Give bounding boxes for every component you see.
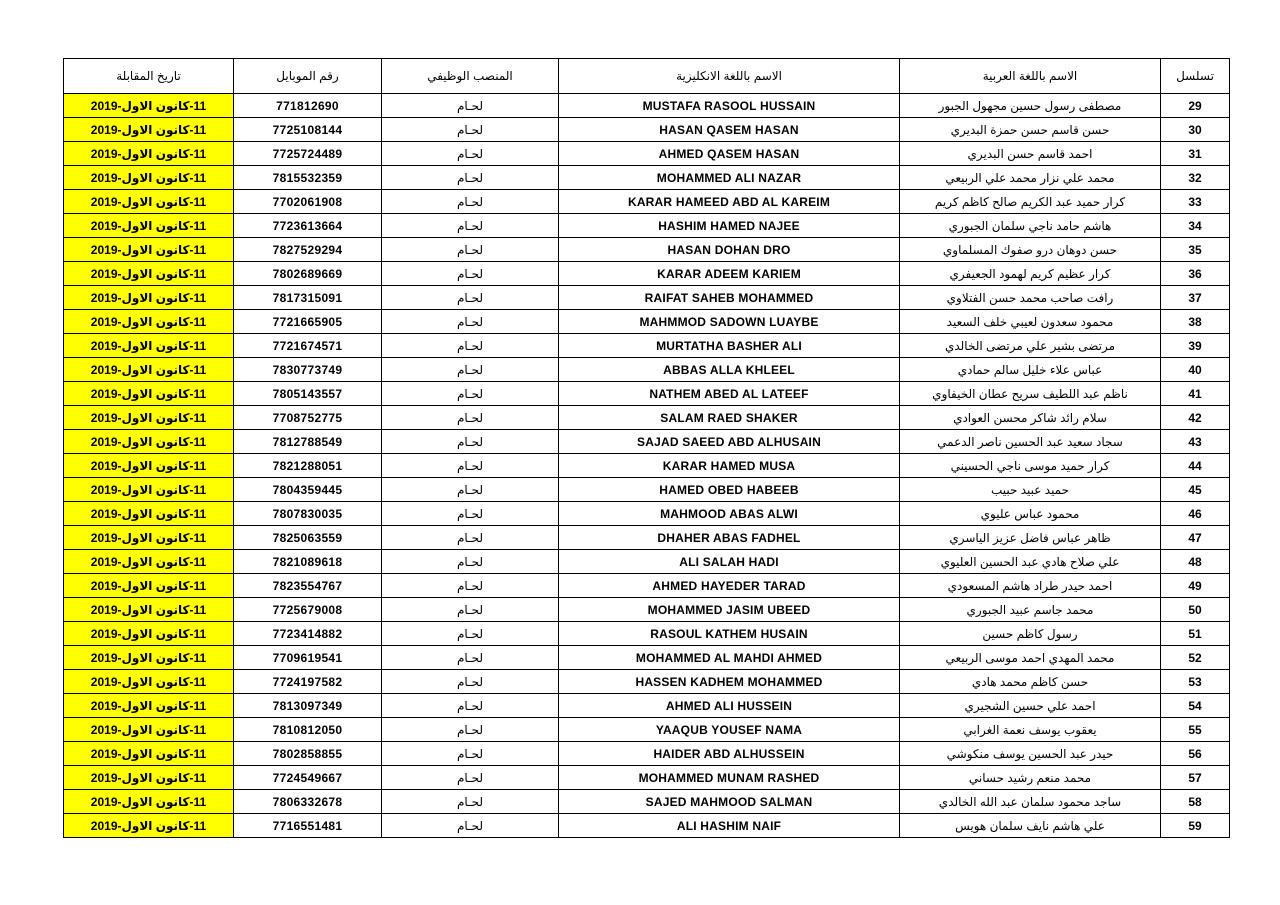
applicants-table [63, 58, 1230, 838]
mobile-number-cell: 7813097349 [234, 694, 382, 718]
name-arabic-cell: حسن كاظم محمد هادي [900, 670, 1161, 694]
table-row [64, 118, 1230, 142]
header-name-english: الاسم باللغة الانكليزية [559, 59, 900, 94]
interview-date-cell: 11-كانون الاول-2019 [64, 238, 234, 262]
name-english-cell: AHMED ALI HUSSEIN [559, 694, 900, 718]
sequence-cell: 57 [1161, 766, 1230, 790]
interview-date-cell: 11-كانون الاول-2019 [64, 550, 234, 574]
name-arabic-cell: ناظم عبد اللطيف سريح عطان الخيفاوي [900, 382, 1161, 406]
name-english-cell: SAJAD SAEED ABD ALHUSAIN [559, 430, 900, 454]
table-row [64, 190, 1230, 214]
table-row [64, 310, 1230, 334]
mobile-number-cell: 7721674571 [234, 334, 382, 358]
interview-date-cell: 11-كانون الاول-2019 [64, 478, 234, 502]
job-title-cell: لحـام [382, 646, 559, 670]
sequence-cell: 52 [1161, 646, 1230, 670]
interview-date-cell: 11-كانون الاول-2019 [64, 382, 234, 406]
job-title-cell: لحـام [382, 382, 559, 406]
sequence-cell: 54 [1161, 694, 1230, 718]
header-name-arabic: الاسم باللغة العربية [900, 59, 1161, 94]
job-title-cell: لحـام [382, 310, 559, 334]
name-english-cell: DHAHER ABAS FADHEL [559, 526, 900, 550]
table-body [64, 94, 1230, 838]
table-row [64, 574, 1230, 598]
table-row [64, 646, 1230, 670]
name-arabic-cell: محمود عباس عليوي [900, 502, 1161, 526]
interview-date-cell: 11-كانون الاول-2019 [64, 670, 234, 694]
mobile-number-cell: 7815532359 [234, 166, 382, 190]
table-row [64, 382, 1230, 406]
sequence-cell: 50 [1161, 598, 1230, 622]
sequence-cell: 30 [1161, 118, 1230, 142]
table-row [64, 262, 1230, 286]
table-row [64, 670, 1230, 694]
mobile-number-cell: 7802858855 [234, 742, 382, 766]
name-english-cell: AHMED HAYEDER TARAD [559, 574, 900, 598]
mobile-number-cell: 771812690 [234, 94, 382, 118]
mobile-number-cell: 7724549667 [234, 766, 382, 790]
name-english-cell: SALAM RAED SHAKER [559, 406, 900, 430]
job-title-cell: لحـام [382, 742, 559, 766]
name-arabic-cell: مرتضى بشير علي مرتضى الخالدي [900, 334, 1161, 358]
mobile-number-cell: 7827529294 [234, 238, 382, 262]
interview-date-cell: 11-كانون الاول-2019 [64, 334, 234, 358]
sequence-cell: 56 [1161, 742, 1230, 766]
sequence-cell: 58 [1161, 790, 1230, 814]
name-english-cell: HASSEN KADHEM MOHAMMED [559, 670, 900, 694]
name-english-cell: AHMED QASEM HASAN [559, 142, 900, 166]
mobile-number-cell: 7709619541 [234, 646, 382, 670]
mobile-number-cell: 7725108144 [234, 118, 382, 142]
job-title-cell: لحـام [382, 814, 559, 838]
interview-date-cell: 11-كانون الاول-2019 [64, 286, 234, 310]
job-title-cell: لحـام [382, 94, 559, 118]
sequence-cell: 48 [1161, 550, 1230, 574]
name-arabic-cell: حسن دوهان درو صفوك المسلماوي [900, 238, 1161, 262]
name-arabic-cell: حميد عبيد حبيب [900, 478, 1161, 502]
interview-date-cell: 11-كانون الاول-2019 [64, 358, 234, 382]
name-english-cell: HAMED OBED HABEEB [559, 478, 900, 502]
name-arabic-cell: مصطفى رسول حسين مجهول الجبور [900, 94, 1161, 118]
mobile-number-cell: 7716551481 [234, 814, 382, 838]
job-title-cell: لحـام [382, 598, 559, 622]
table-row [64, 94, 1230, 118]
mobile-number-cell: 7805143557 [234, 382, 382, 406]
mobile-number-cell: 7702061908 [234, 190, 382, 214]
name-english-cell: HASHIM HAMED NAJEE [559, 214, 900, 238]
job-title-cell: لحـام [382, 118, 559, 142]
mobile-number-cell: 7724197582 [234, 670, 382, 694]
table-row [64, 814, 1230, 838]
header-interview-date: تاريخ المقابلة [64, 59, 234, 94]
sequence-cell: 40 [1161, 358, 1230, 382]
name-arabic-cell: ساجد محمود سلمان عبد الله الخالدي [900, 790, 1161, 814]
job-title-cell: لحـام [382, 550, 559, 574]
interview-date-cell: 11-كانون الاول-2019 [64, 190, 234, 214]
mobile-number-cell: 7804359445 [234, 478, 382, 502]
interview-date-cell: 11-كانون الاول-2019 [64, 142, 234, 166]
table-row [64, 502, 1230, 526]
mobile-number-cell: 7812788549 [234, 430, 382, 454]
mobile-number-cell: 7807830035 [234, 502, 382, 526]
header-job-title: المنصب الوظيفي [382, 59, 559, 94]
job-title-cell: لحـام [382, 166, 559, 190]
name-arabic-cell: كرار عظيم كريم لهمود الجعيفري [900, 262, 1161, 286]
name-english-cell: KARAR HAMED MUSA [559, 454, 900, 478]
interview-date-cell: 11-كانون الاول-2019 [64, 622, 234, 646]
job-title-cell: لحـام [382, 286, 559, 310]
table-row [64, 622, 1230, 646]
interview-date-cell: 11-كانون الاول-2019 [64, 118, 234, 142]
table-row [64, 718, 1230, 742]
sequence-cell: 42 [1161, 406, 1230, 430]
name-arabic-cell: كرار حميد عبد الكريم صالح كاظم كريم [900, 190, 1161, 214]
sequence-cell: 35 [1161, 238, 1230, 262]
name-english-cell: ABBAS ALLA KHLEEL [559, 358, 900, 382]
name-english-cell: HAIDER ABD ALHUSSEIN [559, 742, 900, 766]
mobile-number-cell: 7823554767 [234, 574, 382, 598]
name-english-cell: ALI HASHIM NAIF [559, 814, 900, 838]
job-title-cell: لحـام [382, 142, 559, 166]
table-row [64, 238, 1230, 262]
sequence-cell: 37 [1161, 286, 1230, 310]
name-english-cell: SAJED MAHMOOD SALMAN [559, 790, 900, 814]
interview-date-cell: 11-كانون الاول-2019 [64, 646, 234, 670]
mobile-number-cell: 7725679008 [234, 598, 382, 622]
table-row [64, 430, 1230, 454]
job-title-cell: لحـام [382, 766, 559, 790]
interview-date-cell: 11-كانون الاول-2019 [64, 526, 234, 550]
interview-date-cell: 11-كانون الاول-2019 [64, 406, 234, 430]
table-row [64, 334, 1230, 358]
name-arabic-cell: احمد قاسم حسن البديري [900, 142, 1161, 166]
sequence-cell: 46 [1161, 502, 1230, 526]
interview-date-cell: 11-كانون الاول-2019 [64, 742, 234, 766]
mobile-number-cell: 7708752775 [234, 406, 382, 430]
name-english-cell: MURTATHA BASHER ALI [559, 334, 900, 358]
job-title-cell: لحـام [382, 358, 559, 382]
name-arabic-cell: احمد حيدر طراد هاشم المسعودي [900, 574, 1161, 598]
job-title-cell: لحـام [382, 790, 559, 814]
name-arabic-cell: علي صلاح هادي عبد الحسين العليوي [900, 550, 1161, 574]
name-arabic-cell: علي هاشم نايف سلمان هويس [900, 814, 1161, 838]
interview-date-cell: 11-كانون الاول-2019 [64, 310, 234, 334]
job-title-cell: لحـام [382, 262, 559, 286]
sequence-cell: 55 [1161, 718, 1230, 742]
name-arabic-cell: حيدر عبد الحسين يوسف منكوشي [900, 742, 1161, 766]
job-title-cell: لحـام [382, 334, 559, 358]
table-row [64, 766, 1230, 790]
interview-date-cell: 11-كانون الاول-2019 [64, 790, 234, 814]
name-english-cell: KARAR HAMEED ABD AL KAREIM [559, 190, 900, 214]
name-english-cell: RAIFAT SAHEB MOHAMMED [559, 286, 900, 310]
table-row [64, 526, 1230, 550]
name-english-cell: RASOUL KATHEM HUSAIN [559, 622, 900, 646]
mobile-number-cell: 7821288051 [234, 454, 382, 478]
sequence-cell: 31 [1161, 142, 1230, 166]
name-arabic-cell: رافت صاحب محمد حسن الفتلاوي [900, 286, 1161, 310]
job-title-cell: لحـام [382, 190, 559, 214]
name-arabic-cell: عباس علاء خليل سالم حمادي [900, 358, 1161, 382]
name-arabic-cell: محمد جاسم عبيد الجبوري [900, 598, 1161, 622]
name-arabic-cell: محمد علي نزار محمد علي الربيعي [900, 166, 1161, 190]
interview-date-cell: 11-كانون الاول-2019 [64, 694, 234, 718]
interview-date-cell: 11-كانون الاول-2019 [64, 814, 234, 838]
job-title-cell: لحـام [382, 718, 559, 742]
interview-date-cell: 11-كانون الاول-2019 [64, 718, 234, 742]
interview-date-cell: 11-كانون الاول-2019 [64, 598, 234, 622]
interview-date-cell: 11-كانون الاول-2019 [64, 94, 234, 118]
name-english-cell: HASAN QASEM HASAN [559, 118, 900, 142]
interview-date-cell: 11-كانون الاول-2019 [64, 262, 234, 286]
name-arabic-cell: هاشم حامد ناجي سلمان الجبوري [900, 214, 1161, 238]
sequence-cell: 53 [1161, 670, 1230, 694]
table-row [64, 478, 1230, 502]
name-arabic-cell: ظاهر عباس فاضل عزيز الياسري [900, 526, 1161, 550]
name-english-cell: MUSTAFA RASOOL HUSSAIN [559, 94, 900, 118]
table-row [64, 790, 1230, 814]
mobile-number-cell: 7721665905 [234, 310, 382, 334]
sequence-cell: 59 [1161, 814, 1230, 838]
name-english-cell: KARAR ADEEM KARIEM [559, 262, 900, 286]
sequence-cell: 49 [1161, 574, 1230, 598]
sequence-cell: 41 [1161, 382, 1230, 406]
name-arabic-cell: سلام رائد شاكر محسن العوادي [900, 406, 1161, 430]
name-english-cell: HASAN DOHAN DRO [559, 238, 900, 262]
table-row [64, 214, 1230, 238]
name-arabic-cell: سجاد سعيد عبد الحسين ناصر الدعمي [900, 430, 1161, 454]
sequence-cell: 36 [1161, 262, 1230, 286]
name-english-cell: MOHAMMED MUNAM RASHED [559, 766, 900, 790]
sequence-cell: 32 [1161, 166, 1230, 190]
mobile-number-cell: 7723613664 [234, 214, 382, 238]
job-title-cell: لحـام [382, 214, 559, 238]
sequence-cell: 47 [1161, 526, 1230, 550]
job-title-cell: لحـام [382, 430, 559, 454]
table-header-row [64, 59, 1230, 94]
mobile-number-cell: 7806332678 [234, 790, 382, 814]
table-row [64, 550, 1230, 574]
table-row [64, 454, 1230, 478]
mobile-number-cell: 7810812050 [234, 718, 382, 742]
interview-date-cell: 11-كانون الاول-2019 [64, 166, 234, 190]
name-english-cell: MOHAMMED AL MAHDI AHMED [559, 646, 900, 670]
table-row [64, 286, 1230, 310]
mobile-number-cell: 7830773749 [234, 358, 382, 382]
name-english-cell: YAAQUB YOUSEF NAMA [559, 718, 900, 742]
interview-date-cell: 11-كانون الاول-2019 [64, 502, 234, 526]
sequence-cell: 29 [1161, 94, 1230, 118]
table-row [64, 598, 1230, 622]
sequence-cell: 34 [1161, 214, 1230, 238]
interview-date-cell: 11-كانون الاول-2019 [64, 214, 234, 238]
table-row [64, 142, 1230, 166]
table-row [64, 694, 1230, 718]
sequence-cell: 44 [1161, 454, 1230, 478]
interview-date-cell: 11-كانون الاول-2019 [64, 766, 234, 790]
mobile-number-cell: 7825063559 [234, 526, 382, 550]
job-title-cell: لحـام [382, 694, 559, 718]
name-english-cell: NATHEM ABED AL LATEEF [559, 382, 900, 406]
job-title-cell: لحـام [382, 526, 559, 550]
table-row [64, 742, 1230, 766]
header-mobile-number: رقم الموبايل [234, 59, 382, 94]
name-english-cell: MOHAMMED ALI NAZAR [559, 166, 900, 190]
sequence-cell: 33 [1161, 190, 1230, 214]
name-english-cell: MAHMMOD SADOWN LUAYBE [559, 310, 900, 334]
job-title-cell: لحـام [382, 406, 559, 430]
job-title-cell: لحـام [382, 622, 559, 646]
table-row [64, 166, 1230, 190]
name-arabic-cell: محمد المهدي احمد موسى الربيعي [900, 646, 1161, 670]
mobile-number-cell: 7723414882 [234, 622, 382, 646]
job-title-cell: لحـام [382, 478, 559, 502]
interview-date-cell: 11-كانون الاول-2019 [64, 430, 234, 454]
sequence-cell: 38 [1161, 310, 1230, 334]
mobile-number-cell: 7802689669 [234, 262, 382, 286]
sequence-cell: 45 [1161, 478, 1230, 502]
job-title-cell: لحـام [382, 454, 559, 478]
sequence-cell: 43 [1161, 430, 1230, 454]
name-english-cell: ALI SALAH HADI [559, 550, 900, 574]
job-title-cell: لحـام [382, 670, 559, 694]
job-title-cell: لحـام [382, 502, 559, 526]
name-arabic-cell: محمود سعدون لعيبي خلف السعيد [900, 310, 1161, 334]
job-title-cell: لحـام [382, 574, 559, 598]
name-english-cell: MAHMOOD ABAS ALWI [559, 502, 900, 526]
name-arabic-cell: يعقوب يوسف نعمة الغرابي [900, 718, 1161, 742]
mobile-number-cell: 7817315091 [234, 286, 382, 310]
header-sequence: تسلسل [1161, 59, 1230, 94]
name-arabic-cell: كرار حميد موسى ناجي الحسيني [900, 454, 1161, 478]
mobile-number-cell: 7821089618 [234, 550, 382, 574]
name-arabic-cell: رسول كاظم حسين [900, 622, 1161, 646]
table-row [64, 358, 1230, 382]
mobile-number-cell: 7725724489 [234, 142, 382, 166]
job-title-cell: لحـام [382, 238, 559, 262]
name-english-cell: MOHAMMED JASIM UBEED [559, 598, 900, 622]
name-arabic-cell: حسن قاسم حسن حمزة البديري [900, 118, 1161, 142]
table-row [64, 406, 1230, 430]
interview-date-cell: 11-كانون الاول-2019 [64, 574, 234, 598]
sequence-cell: 51 [1161, 622, 1230, 646]
name-arabic-cell: محمد منعم رشيد حساني [900, 766, 1161, 790]
sequence-cell: 39 [1161, 334, 1230, 358]
name-arabic-cell: احمد علي حسين الشجيري [900, 694, 1161, 718]
interview-date-cell: 11-كانون الاول-2019 [64, 454, 234, 478]
